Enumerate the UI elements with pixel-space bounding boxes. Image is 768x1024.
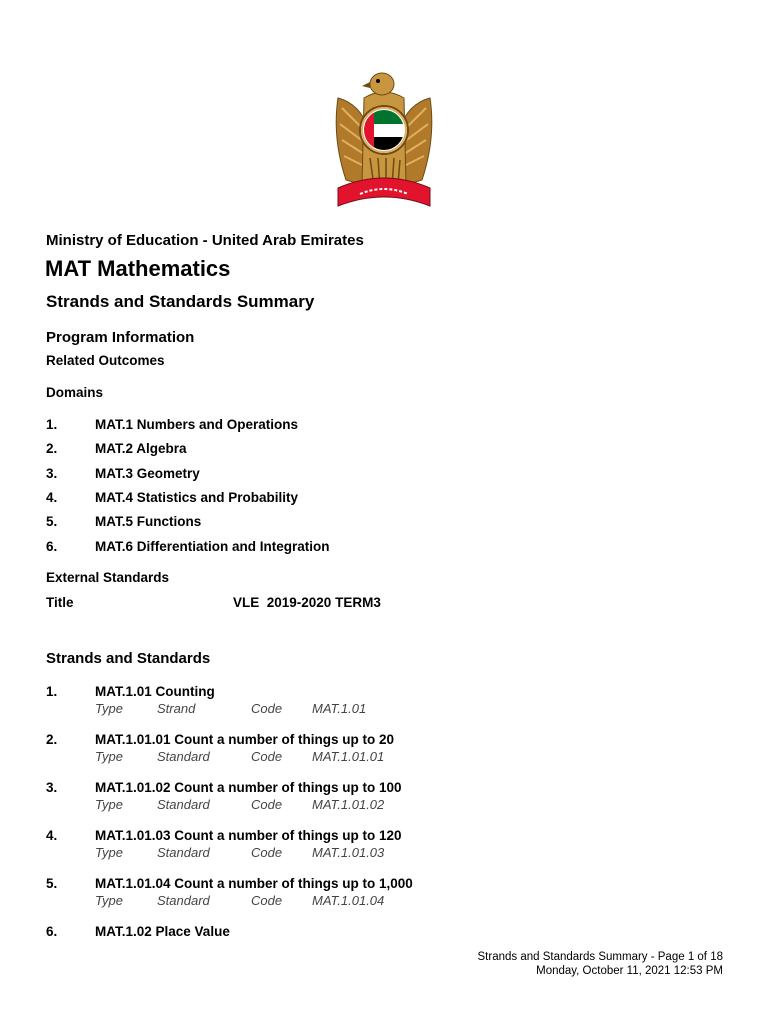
domain-number: 5. <box>46 514 58 529</box>
domains-label: Domains <box>46 385 104 400</box>
strand-number: 3. <box>46 780 58 795</box>
ministry-heading: Ministry of Education - United Arab Emirates <box>46 232 364 249</box>
code-label: Code <box>251 701 283 716</box>
title-label: Title <box>46 595 74 610</box>
type-value: Standard <box>157 845 210 860</box>
strand-number: 1. <box>46 684 58 699</box>
type-value: Standard <box>157 893 210 908</box>
code-value: MAT.1.01 <box>312 701 367 716</box>
strand-number: 4. <box>46 828 58 843</box>
strand-item <box>46 684 546 718</box>
page-title: MAT Mathematics <box>45 256 231 281</box>
domain-label: MAT.2 Algebra <box>95 441 187 456</box>
code-label: Code <box>251 893 283 908</box>
strand-name: MAT.1.01.03 Count a number of things up to 120 <box>95 828 402 843</box>
related-outcomes-label: Related Outcomes <box>46 353 165 368</box>
code-label: Code <box>251 845 283 860</box>
code-value: MAT.1.01.01 <box>312 749 385 764</box>
code-label: Code <box>251 797 283 812</box>
type-label: Type <box>95 749 123 764</box>
uae-emblem-icon <box>330 68 438 216</box>
strand-number: 6. <box>46 924 58 939</box>
strand-name: MAT.1.01.01 Count a number of things up to 20 <box>95 732 395 747</box>
title-value: VLE 2019-2020 TERM3 <box>233 595 381 610</box>
code-label: Code <box>251 749 283 764</box>
footer-page-info: Strands and Standards Summary - Page 1 of 18 <box>477 951 723 963</box>
external-standards-label: External Standards <box>46 570 170 585</box>
domain-label: MAT.3 Geometry <box>95 466 200 481</box>
type-label: Type <box>95 701 123 716</box>
type-label: Type <box>95 845 123 860</box>
footer-timestamp: Monday, October 11, 2021 12:53 PM <box>536 965 723 977</box>
page-footer <box>478 950 723 978</box>
code-value: MAT.1.01.04 <box>312 893 385 908</box>
page-subtitle: Strands and Standards Summary <box>46 292 315 311</box>
strand-item <box>46 732 546 766</box>
type-value: Standard <box>157 749 210 764</box>
code-value: MAT.1.01.03 <box>312 845 385 860</box>
domain-number: 3. <box>46 466 58 481</box>
strand-name: MAT.1.01 Counting <box>95 684 215 699</box>
strand-name: MAT.1.02 Place Value <box>95 924 230 939</box>
strand-item <box>46 924 546 958</box>
type-label: Type <box>95 893 123 908</box>
strand-name: MAT.1.01.04 Count a number of things up to 1,000 <box>95 876 413 891</box>
strand-number: 2. <box>46 732 58 747</box>
program-information-heading: Program Information <box>46 329 195 346</box>
strand-item <box>46 780 546 814</box>
domain-label: MAT.1 Numbers and Operations <box>95 417 299 432</box>
domain-number: 1. <box>46 417 58 432</box>
strand-name: MAT.1.01.02 Count a number of things up to 100 <box>95 780 402 795</box>
type-value: Standard <box>157 797 210 812</box>
strands-heading: Strands and Standards <box>46 650 211 667</box>
domain-label: MAT.5 Functions <box>95 514 202 529</box>
strand-number: 5. <box>46 876 58 891</box>
strand-item <box>46 876 546 910</box>
domain-label: MAT.6 Differentiation and Integration <box>95 539 330 554</box>
strand-item <box>46 828 546 862</box>
domain-label: MAT.4 Statistics and Probability <box>95 490 299 505</box>
type-label: Type <box>95 797 123 812</box>
domain-number: 6. <box>46 539 58 554</box>
type-value: Strand <box>157 701 196 716</box>
domain-number: 4. <box>46 490 58 505</box>
code-value: MAT.1.01.02 <box>312 797 385 812</box>
domain-number: 2. <box>46 441 58 456</box>
